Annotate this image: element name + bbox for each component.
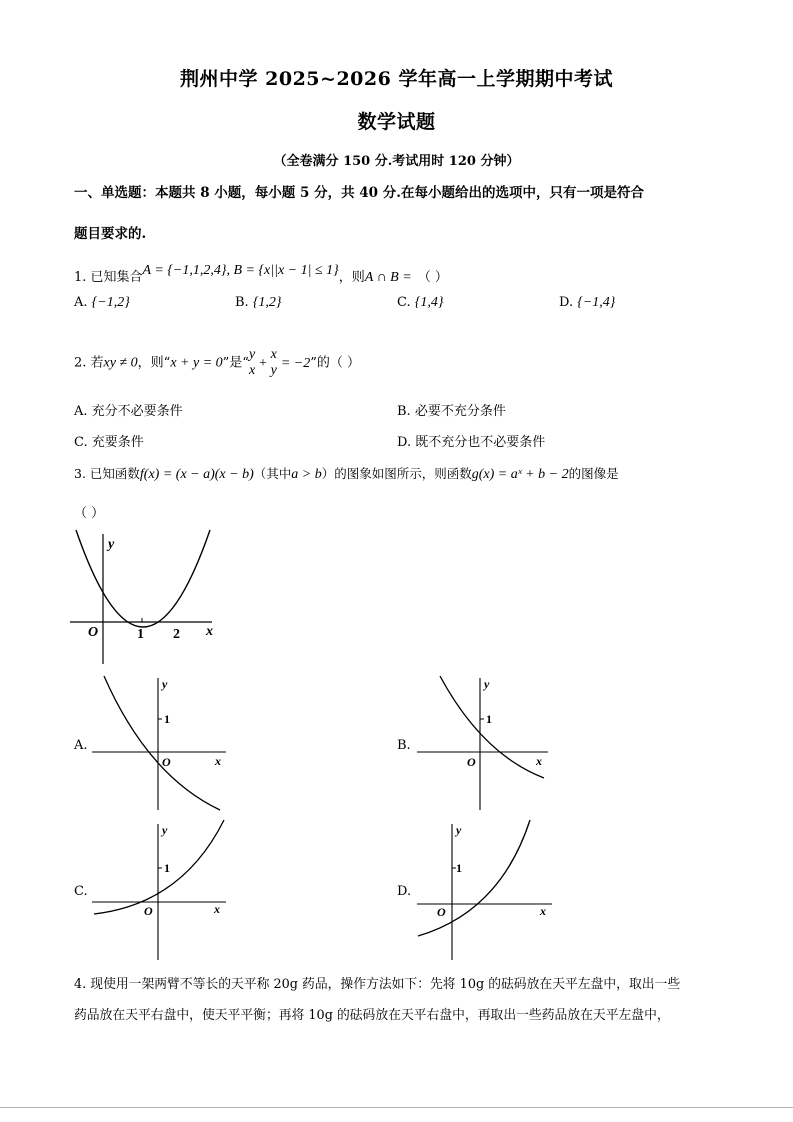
q3-option-b-graph [412,672,552,812]
svg-text:1: 1 [164,712,170,726]
q2-condition: xy ≠ 0 [103,355,138,371]
section-heading-line2: 题目要求的. [74,226,147,242]
svg-text:x: x [540,904,546,918]
q2-frac2: x y [270,347,277,378]
section-heading-line1: 一、单选题：本题共 8 小题，每小题 5 分，共 40 分.在每小题给出的选项中，只有一项是符合 [74,185,644,201]
svg-text:x: x [536,754,542,768]
q2-option-a: A. 充分不必要条件 [74,404,183,419]
q3-option-a-graph [90,672,230,812]
q2-p: x + y = 0 [170,355,223,371]
curve-d [418,820,530,936]
q3-main-graph [66,528,221,668]
q1-sets: A = {−1,1,2,4}, B = {x||x − 1| ≤ 1} [142,263,339,278]
q1-option-d: D. {−1,4} [559,295,616,310]
q1-mid: ，则 [338,270,365,285]
q3-option-b-label: B. [397,738,411,753]
q3-gfunc: g(x) = aˣ + b − 2 [471,467,569,482]
tick-label-2: 2 [173,627,180,642]
x-label: x [206,624,213,639]
svg-text:O: O [162,755,171,769]
q2-option-d: D. 既不充分也不必要条件 [397,435,546,450]
exam-note: （全卷满分 150 分.考试用时 120 分钟） [273,154,520,169]
svg-text:y: y [456,823,462,837]
q1-option-c: C. {1,4} [397,295,444,310]
exam-subtitle: 数学试题 [357,111,436,133]
svg-text:y: y [162,677,168,691]
q1-option-b: B. {1,2} [235,295,282,310]
q1-prefix: 1. 已知集合 [74,270,143,285]
q3-func: f(x) = (x − a)(x − b) [139,467,254,482]
tick-label-1: 1 [137,627,144,642]
curve-b [440,676,544,778]
q3-option-c-graph [90,818,230,962]
q1-option-a: A. {−1,2} [74,295,130,310]
q4-line1: 4. 现使用一架两臂不等长的天平称 20g 药品，操作方法如下：先将 10g 的砝码放在天平左盘中，取出一些 [74,977,681,992]
q3-option-d-label: D. [397,884,412,899]
q3-blank: （ ） [74,506,105,521]
q2-stem: 2. 若xy ≠ 0，则“x + y = 0”是“ y x + x y = −2”的（ ） [74,347,361,378]
q2-frac1: y x [248,347,256,378]
svg-text:O: O [467,755,476,769]
svg-text:O: O [144,904,153,918]
svg-text:1: 1 [456,861,462,875]
q1-blank: （ ） [417,270,448,285]
q1-stem [74,263,448,286]
svg-text:y: y [484,677,490,691]
q2-option-b: B. 必要不充分条件 [397,404,506,419]
q3-stem: 3. 已知函数f(x) = (x − a)(x − b)（其中a > b）的图象如图所示，则函数g(x) = aˣ + b − 2的图像是 [74,466,619,482]
q3-option-c-label: C. [74,884,88,899]
q4-line2: 药品放在天平右盘中，使天平平衡；再将 10g 的砝码放在天平右盘中，再取出一些药品放在天平左盘中， [74,1008,670,1023]
curve-a [104,676,220,810]
q3-option-a-label: A. [74,738,88,753]
q3-option-d-graph [412,818,554,962]
svg-text:1: 1 [164,861,170,875]
q2-option-c: C. 充要条件 [74,435,144,450]
page-footer-rule [0,1107,793,1108]
svg-text:y: y [162,823,168,837]
svg-text:1: 1 [486,712,492,726]
q1-expr: A ∩ B = [364,270,412,285]
parabola-curve [76,530,210,627]
svg-text:O: O [437,905,446,919]
curve-c [94,820,224,914]
origin-label: O [88,625,99,640]
y-label: y [108,537,115,552]
svg-text:x: x [214,902,220,916]
exam-title: 荆州中学 2025~2026 学年高一上学期期中考试 [180,68,613,90]
svg-text:x: x [215,754,221,768]
